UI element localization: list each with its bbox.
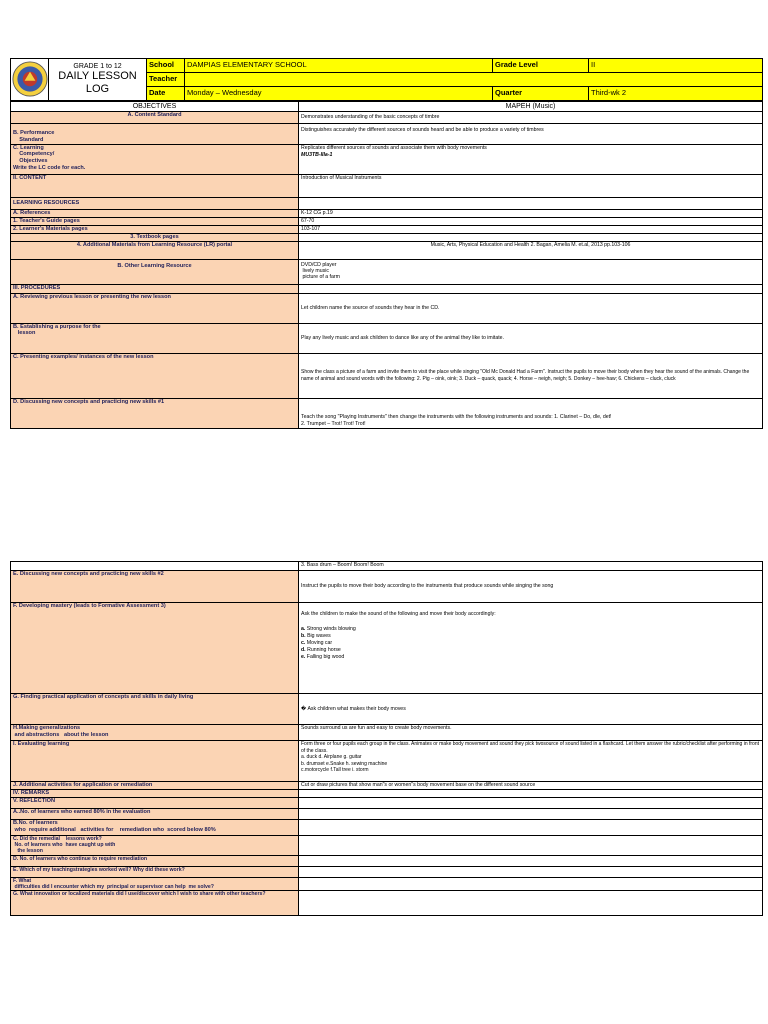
title-line-2: LOG (85, 83, 110, 95)
reflection-value (299, 798, 763, 809)
learners-remediation-label: B.No. of learners who require additional activities for remediation who scored below 80% (11, 820, 299, 836)
lc-code: MU3TB-IIIa-1 (301, 151, 333, 158)
continue-remediation-label: D. No. of learners who continue to require remediation (11, 856, 299, 867)
textbook-pages-value (299, 233, 763, 241)
remarks-value (299, 790, 763, 798)
quarter-label: Quarter (493, 87, 589, 101)
innovation-label: G. What innovation or localized materials did I use/discover which I wish to share with other teachers? (11, 891, 299, 916)
additional-activities-label: J. Additional activities for application or remediation (11, 782, 299, 790)
remarks-label: IV. REMARKS (11, 790, 299, 798)
innovation-value (299, 891, 763, 916)
establishing-purpose-value: Play any lively music and ask children to dance like any of the animal they like to imitate. (299, 323, 763, 353)
mastery-item: b. Big waves (301, 633, 331, 639)
date-label: Date (147, 87, 185, 101)
other-resources-value: DVD/CD player lively music picture of a farm (299, 259, 763, 284)
learners-80-label: A..No. of learners who earned 80% in the evaluation (11, 809, 299, 820)
remedial-lessons-label: C. Did the remedial lessons work? No. of learners who have caught up with the lesson (11, 836, 299, 856)
subject-heading: MAPEH (Music) (299, 102, 763, 112)
learning-competency-value: Replicates different sources of sounds and associate them with body movements (301, 144, 487, 151)
additional-materials-label: 4. Additional Materials from Learning Resource (LR) portal (11, 241, 299, 259)
evaluation-line: c.motorcycle f.Tall tree i. storm (301, 767, 369, 774)
page-one (10, 58, 762, 429)
additional-materials-value: Music, Arts, Physical Education and Health 2. Bagan, Amelia M. et.al, 2013 pp.103-106 (299, 241, 763, 259)
discussing-concepts-1-value: Teach the song "Playing Instruments" then change the instruments with the following instruments and sounds: 1. Clarinet – Do, dle, det! 2. Trumpet – Trot! Trot! Trot! (299, 398, 763, 428)
mastery-item: a. Strong winds blowing (301, 626, 356, 632)
mastery-item: d. Running horse (301, 647, 341, 653)
bass-drum-line: 3. Bass drum – Boom! Boom! Boom (299, 562, 763, 571)
mastery-item: e. Falling big wood (301, 654, 345, 660)
teachers-guide-label: 1. Teacher's Guide pages (11, 217, 299, 225)
content-value: Introduction of Musical Instruments (299, 174, 763, 197)
grade-level-label: Grade Level (493, 59, 589, 73)
reviewing-lesson-label: A. Reviewing previous lesson or presenting the new lesson (11, 293, 299, 323)
developing-mastery-label: F. Developing mastery (leads to Formative Assessment 3) (11, 603, 299, 694)
school-value: DAMPIAS ELEMENTARY SCHOOL (185, 59, 493, 73)
discussing-concepts-2-value: Instruct the pupils to move their body according to the instruments that produce sounds while singing the song (299, 571, 763, 603)
mastery-item: c. Moving car (301, 640, 333, 646)
evaluation-line: b. drumset e.Snake h. sewing machine (301, 760, 388, 767)
page-two (10, 561, 762, 916)
learners-80-value (299, 809, 763, 820)
lesson-table-page-2 (10, 561, 763, 916)
learning-resources-label: LEARNING RESOURCES (11, 197, 299, 209)
additional-activities-value: Cut or draw pictures that show man"s or women"s body movement base on the different sound source (299, 782, 763, 790)
learning-competency-label: C. Learning Competency/ Objectives Write the LC code for each. (11, 144, 299, 174)
seal-icon (12, 61, 48, 97)
procedures-label: III. PROCEDURES (11, 284, 299, 293)
developing-mastery-cell (299, 603, 763, 694)
learning-resources-value (299, 197, 763, 209)
performance-standard-value: Distinguishes accurately the different sources of sounds heard and be able to produce a variety of timbres (299, 124, 763, 145)
discussing-concepts-1-label: D. Discussing new concepts and practicing new skills #1 (11, 398, 299, 428)
teacher-value (185, 73, 763, 87)
generalizations-label: H.Making generalizations and abstractions about the lesson (11, 725, 299, 741)
evaluation-line: a. duck d. Airplane g. guitar (301, 754, 362, 761)
strategies-value (299, 867, 763, 878)
procedures-value (299, 284, 763, 293)
school-label: School (147, 59, 185, 73)
textbook-pages-label: 3. Textbook pages (11, 233, 299, 241)
presenting-examples-label: C. Presenting examples/ instances of the new lesson (11, 353, 299, 398)
content-standard-label: A. Content Standard (11, 112, 299, 124)
learners-materials-label: 2. Learner's Materials pages (11, 225, 299, 233)
grade-range: GRADE 1 to 12 (73, 63, 122, 70)
teacher-label: Teacher (147, 73, 185, 87)
lesson-table-page-1 (10, 101, 763, 429)
references-value: K-12 CG p.19 (299, 209, 763, 217)
quarter-value: Third-wk 2 (589, 87, 763, 101)
content-standard-value: Demonstrates understanding of the basic concepts of timbre (299, 112, 763, 124)
other-resources-label: B. Other Learning Resource (11, 259, 299, 284)
practical-application-value: � Ask children what makes their body moves (299, 694, 763, 725)
date-value: Monday – Wednesday (185, 87, 493, 101)
continued-label-cell (11, 562, 299, 571)
log-title (49, 59, 147, 101)
establishing-purpose-label: B. Establishing a purpose for the lesson (11, 323, 299, 353)
teachers-guide-value: 67-70 (299, 217, 763, 225)
practical-application-label: G. Finding practical application of concepts and skills in daily living (11, 694, 299, 725)
evaluating-learning-value: Form three or four pupils each group in the class. Animates or make body movement and sound they pick twosource of sound listed in a flashcard. Let them answer the rubric/checklist after performing in front of the class. (301, 741, 760, 754)
strategies-label: E. Which of my teachingstrategies worked well? Why did these work? (11, 867, 299, 878)
reviewing-lesson-value: Let children name the source of sounds they hear in the CD. (299, 293, 763, 323)
difficulties-label: F. What difficulties did I encounter which my principal or supervisor can help me solve? (11, 878, 299, 891)
continue-remediation-value (299, 856, 763, 867)
grade-level-value: II (589, 59, 763, 73)
remedial-lessons-value (299, 836, 763, 856)
evaluating-learning-label: I. Evaluating learning (11, 741, 299, 782)
objectives-heading: OBJECTIVES (11, 102, 299, 112)
title-line-1: DAILY LESSON (58, 70, 137, 82)
performance-standard-label: B. Performance Standard (11, 124, 299, 145)
reflection-label: V. REFLECTION (11, 798, 299, 809)
difficulties-value (299, 878, 763, 891)
references-label: A. References (11, 209, 299, 217)
learners-remediation-value (299, 820, 763, 836)
learning-competency-cell (299, 144, 763, 174)
discussing-concepts-2-label: E. Discussing new concepts and practicing new skills #2 (11, 571, 299, 603)
header-table (10, 58, 763, 101)
learners-materials-value: 103-107 (299, 225, 763, 233)
content-label: II. CONTENT (11, 174, 299, 197)
presenting-examples-value: Show the class a picture of a farm and invite them to visit the place while singing "Old Mc Donald Had a Farm". Instruct the pupils to move their body when they hear the sound of the animals. Change the name of animal and sound words with the following: 2. Pig – oink, oink; 3. Duck – quack, quack; 4. Horse – neigh, neigh; 5. Donkey – hee-haw; 6. Chickens – cluck, cluck (299, 353, 763, 398)
developing-mastery-value: Ask the children to make the sound of the following and move their body accordingly: (301, 611, 496, 617)
generalizations-value: Sounds surround us are fun and easy to create body movements. (299, 725, 763, 741)
deped-logo (11, 59, 49, 101)
evaluating-learning-cell (299, 741, 763, 782)
